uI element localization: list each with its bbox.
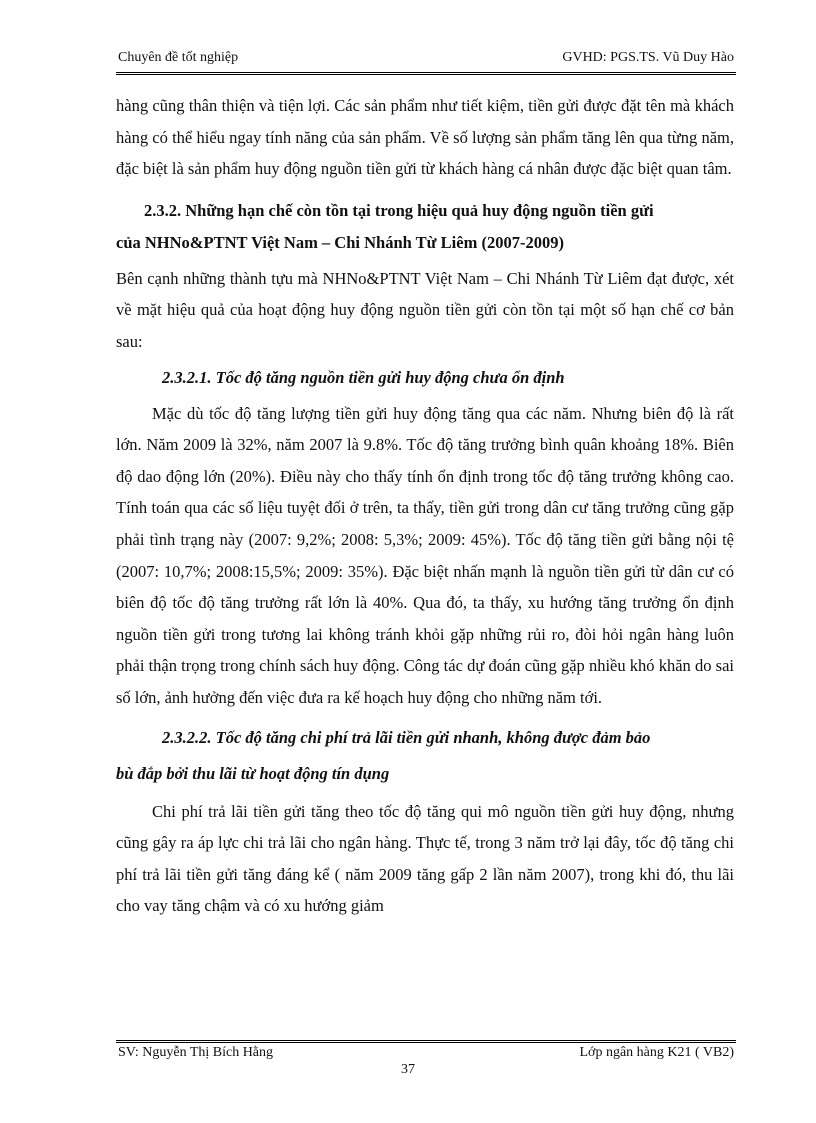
footer-student: SV: Nguyễn Thị Bích Hằng bbox=[118, 1045, 274, 1060]
paragraph-growth-instability: Mặc dù tốc độ tăng lượng tiền gửi huy động tăng qua các năm. Nhưng biên độ là rất lớn. Năm 2009 là 32%, năm 2007 là 9.8%. Tốc độ tăng trưởng bình quân khoảng 18%. Biên độ dao động lớn (20%). Điều này cho thấy tính ổn định trong tốc độ tăng trưởng không cao. Tính toán qua các số liệu tuyệt đối ở trên, ta thấy, tiền gửi trong dân cư tăng trưởng cũng gặp phải tình trạng này (2007: 9,2%; 2008: 5,3%; 2009: 45%). Tốc độ tăng tiền gửi bằng nội tệ (2007: 10,7%; 2008:15,5%; 2009: 35%). Đặc biệt nhấn mạnh là nguồn tiền gửi từ dân cư có biên độ tốc độ tăng trưởng rất lớn là 40%. Qua đó, ta thấy, xu hướng tăng trưởng ổn định nguồn tiền gửi trong tương lai không tránh khỏi gặp những rủi ro, đòi hỏi ngân hàng luôn phải thận trọng trong chính sách huy động. Công tác dự đoán cũng gặp nhiều khó khăn do sai số lớn, ảnh hưởng đến việc đưa ra kế hoạch huy động cho những năm tới. bbox=[116, 403, 734, 707]
paragraph-products: hàng cũng thân thiện và tiện lợi. Các sản phẩm như tiết kiệm, tiền gửi được đặt tên mà khách hàng có thể hiểu ngay tính năng của sản phẩm. Về số lượng sản phẩm tăng lên qua từng năm, đặc biệt là sản phẩm huy động nguồn tiền gửi từ khách hàng cá nhân được đặc biệt quan tâm. bbox=[116, 96, 734, 179]
header-rule bbox=[116, 72, 736, 75]
heading-2-3-2-line2: của NHNo&PTNT Việt Nam – Chi Nhánh Từ Liêm (2007-2009) bbox=[116, 232, 564, 252]
paragraph-limitations-intro: Bên cạnh những thành tựu mà NHNo&PTNT Việt Nam – Chi Nhánh Từ Liêm đạt được, xét về mặt hiệu quả của hoạt động huy động nguồn tiền gửi còn tồn tại một số hạn chế cơ bản sau: bbox=[116, 268, 734, 351]
page-number: 37 bbox=[401, 1062, 415, 1077]
page-header bbox=[118, 50, 734, 72]
heading-2-3-2-2 bbox=[116, 720, 734, 792]
footer-class: Lớp ngân hàng K21 ( VB2) bbox=[579, 1045, 734, 1060]
heading-2-3-2 bbox=[116, 195, 734, 259]
heading-2-3-2-2-line1: 2.3.2.2. Tốc độ tăng chi phí trả lãi tiền gửi nhanh, không được đảm bảo bbox=[162, 727, 651, 747]
heading-2-3-2-1: 2.3.2.1. Tốc độ tăng nguồn tiền gửi huy động chưa ổn định bbox=[162, 367, 565, 387]
heading-2-3-2-2-line2: bù đắp bởi thu lãi từ hoạt động tín dụng bbox=[116, 763, 390, 783]
header-thesis-title: Chuyên đề tốt nghiệp bbox=[118, 50, 239, 65]
footer-rule bbox=[116, 1040, 736, 1043]
page-body bbox=[116, 90, 734, 922]
heading-2-3-2-line1: 2.3.2. Những hạn chế còn tồn tại trong hiệu quả huy động nguồn tiền gửi bbox=[144, 200, 654, 220]
header-advisor: GVHD: PGS.TS. Vũ Duy Hào bbox=[562, 50, 734, 65]
paragraph-interest-cost: Chi phí trả lãi tiền gửi tăng theo tốc độ tăng qui mô nguồn tiền gửi huy động, nhưng cũng gây ra áp lực chi trả lãi cho ngân hàng. Thực tế, trong 3 năm trở lại đây, tốc độ tăng chi phí trả lãi tiền gửi tăng đáng kể ( năm 2009 tăng gấp 2 lần năm 2007), trong khi đó, thu lãi cho vay tăng chậm và có xu hướng giảm bbox=[116, 801, 734, 916]
